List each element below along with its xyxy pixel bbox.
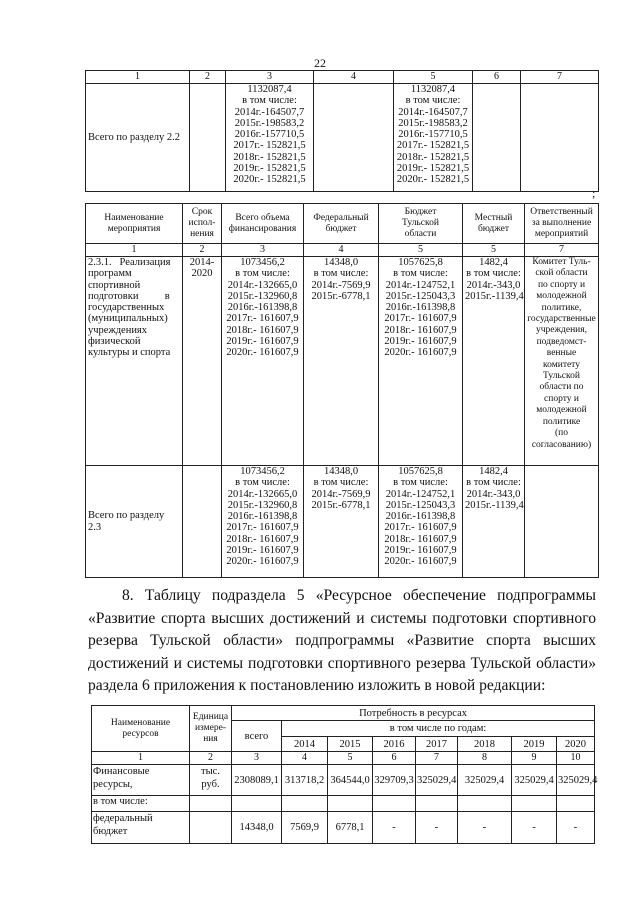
- resource-name: федеральный бюджет: [92, 812, 190, 844]
- header-term: Срок испол- нения: [183, 204, 222, 244]
- col-num: 2: [190, 752, 232, 765]
- header-name: Наименование мероприятия: [86, 204, 183, 244]
- column-number-row: [86, 244, 599, 257]
- year-value: 325029,4: [416, 765, 458, 796]
- section-2-2-table: [85, 70, 599, 192]
- term-cell: 2014- 2020: [183, 257, 222, 466]
- empty-cell: [557, 796, 595, 812]
- empty-cell: [521, 84, 599, 192]
- total-cell: 14348,0: [232, 812, 282, 844]
- year-value: 325029,4: [557, 765, 595, 796]
- col-num: 1: [86, 71, 190, 84]
- header-unit: Единица измере- ния: [190, 706, 232, 752]
- header-by-years: в том числе по годам:: [282, 721, 595, 737]
- year-value: 329709,3: [373, 765, 416, 796]
- federal-cell: 14348,0 в том числе: 2014г.-7569,9 2015г.-6778,1: [304, 257, 379, 466]
- col-num: 5: [328, 752, 373, 765]
- empty-cell: [473, 84, 521, 192]
- header-total: всего: [232, 721, 282, 752]
- responsible-cell: Комитет Туль- ской области по спорту и молодежной политике, государственные учреждения, подведомст- венные комитету Тульской области по спорту и молодежной политике (по согласованию): [525, 257, 599, 466]
- col-num: 7: [416, 752, 458, 765]
- resource-name: в том числе:: [92, 796, 190, 812]
- table-row: [86, 466, 599, 578]
- resource-name: Финансовые ресурсы,: [92, 765, 190, 796]
- year-header: 2014: [282, 737, 328, 752]
- col-num: 7: [521, 71, 599, 84]
- year-value: 7569,9: [282, 812, 328, 844]
- empty-cell: [183, 466, 222, 578]
- table-row: [86, 84, 599, 192]
- year-value: 325029,4: [512, 765, 557, 796]
- row-label: Всего по разделу 2.2: [86, 84, 190, 192]
- column-number-row: [92, 752, 595, 765]
- year-header: 2020: [557, 737, 595, 752]
- year-value: 313718,2: [282, 765, 328, 796]
- local-cell: 1482,4 в том числе: 2014г.-343,0 2015г.-1139,4: [463, 466, 525, 578]
- col-num: 3: [232, 752, 282, 765]
- table-row: [86, 257, 599, 466]
- total-cell: 2308089,1: [232, 765, 282, 796]
- empty-cell: [525, 466, 599, 578]
- unit-cell: тыс. руб.: [190, 765, 232, 796]
- local-cell: 1482,4 в том числе: 2014г.-343,0 2015г.-1139,4: [463, 257, 525, 466]
- empty-cell: [282, 796, 328, 812]
- col-num: 5: [394, 71, 473, 84]
- col-num: 2: [190, 71, 226, 84]
- year-value: 325029,4: [458, 765, 512, 796]
- col-num: 5: [379, 244, 463, 257]
- col-num: 10: [557, 752, 595, 765]
- trailing-semicolon: ;: [592, 186, 596, 200]
- col-num: 4: [304, 244, 379, 257]
- resources-table: [91, 705, 598, 844]
- page-number: 22: [314, 56, 326, 70]
- empty-cell: [416, 796, 458, 812]
- year-header: 2019: [512, 737, 557, 752]
- instruction-paragraph: 8. Таблицу подраздела 5 «Ресурсное обеспечение подпрограммы «Развитие спорта высших достижений и системы подготовки спортивного резерва Тульской области» подпрограммы «Развитие спорта высших достижений и системы подготовки спортивного резерва Тульской области» раздела 6 приложения к постановлению изложить в новой редакции:: [88, 587, 596, 694]
- header-row: [86, 204, 599, 244]
- empty-cell: [512, 796, 557, 812]
- year-value: -: [512, 812, 557, 844]
- year-value: -: [416, 812, 458, 844]
- col-num: 8: [458, 752, 512, 765]
- year-value: 364544,0: [328, 765, 373, 796]
- row-label: Всего по разделу 2.3: [86, 466, 183, 578]
- federal-cell: 14348,0 в том числе: 2014г.-7569,9 2015г.-6778,1: [304, 466, 379, 578]
- column-number-row: [86, 71, 599, 84]
- header-name: Наименование ресурсов: [92, 706, 190, 752]
- col-num: 5: [463, 244, 525, 257]
- header-federal: Федеральный бюджет: [304, 204, 379, 244]
- col-num: 1: [92, 752, 190, 765]
- empty-cell: [190, 812, 232, 844]
- activity-name: 2.3.1. Реализация программ спортивной подготовки в государственных (муниципальных) учреждениях физической культуры и спорта: [86, 257, 183, 466]
- col-num: 3: [222, 244, 304, 257]
- col-num: 2: [183, 244, 222, 257]
- total-cell: 1073456,2 в том числе: 2014г.-132665,0 2015г.-132960,8 2016г.-161398,8 2017г.- 161607,9 2018г.- 161607,9 2019г.- 161607,9 2020г.- 161607,9: [222, 257, 304, 466]
- col-num: 4: [282, 752, 328, 765]
- year-header: 2016: [373, 737, 416, 752]
- year-value: 6778,1: [328, 812, 373, 844]
- year-header: 2017: [416, 737, 458, 752]
- header-local: Местный бюджет: [463, 204, 525, 244]
- empty-cell: [328, 796, 373, 812]
- year-value: -: [373, 812, 416, 844]
- empty-cell: [373, 796, 416, 812]
- year-value: -: [458, 812, 512, 844]
- col-num: 6: [473, 71, 521, 84]
- col-num: 9: [512, 752, 557, 765]
- col-num: 4: [314, 71, 394, 84]
- header-regional: Бюджет Тульской области: [379, 204, 463, 244]
- table-row: [92, 765, 595, 796]
- header-need: Потребность в ресурсах: [232, 706, 595, 721]
- col-num: 6: [373, 752, 416, 765]
- table-row: [92, 796, 595, 812]
- year-header: 2015: [328, 737, 373, 752]
- total-cell: 1132087,4 в том числе: 2014г.-164507,7 2015г.-198583,2 2016г.-157710,5 2017г.- 152821,5 2018г.- 152821,5 2019г.- 152821,5 2020г.- 152821,5: [226, 84, 314, 192]
- year-value: -: [557, 812, 595, 844]
- table-row: [92, 812, 595, 844]
- empty-cell: [232, 796, 282, 812]
- empty-cell: [190, 84, 226, 192]
- year-header: 2018: [458, 737, 512, 752]
- regional-cell: 1132087,4 в том числе: 2014г.-164507,7 2015г.-198583,2 2016г.-157710,5 2017г.- 152821,5 2018г.- 152821,5 2019г.- 152821,5 2020г.- 152821,5: [394, 84, 473, 192]
- regional-cell: 1057625,8 в том числе: 2014г.-124752,1 2015г.-125043,3 2016г.-161398,8 2017г.- 161607,9 2018г.- 161607,9 2019г.- 161607,9 2020г.- 161607,9: [379, 466, 463, 578]
- empty-cell: [190, 796, 232, 812]
- empty-cell: [458, 796, 512, 812]
- regional-cell: 1057625,8 в том числе: 2014г.-124752,1 2015г.-125043,3 2016г.-161398,8 2017г.- 161607,9 2018г.- 161607,9 2019г.- 161607,9 2020г.- 161607,9: [379, 257, 463, 466]
- col-num: 7: [525, 244, 599, 257]
- header-row: [92, 706, 595, 721]
- header-responsible: Ответственный за выполнение мероприятий: [525, 204, 599, 244]
- empty-cell: [314, 84, 394, 192]
- col-num: 3: [226, 71, 314, 84]
- header-total: Всего объема финансирования: [222, 204, 304, 244]
- col-num: 1: [86, 244, 183, 257]
- section-2-3-table: [85, 203, 599, 578]
- total-cell: 1073456,2 в том числе: 2014г.-132665,0 2015г.-132960,8 2016г.-161398,8 2017г.- 161607,9 2018г.- 161607,9 2019г.- 161607,9 2020г.- 161607,9: [222, 466, 304, 578]
